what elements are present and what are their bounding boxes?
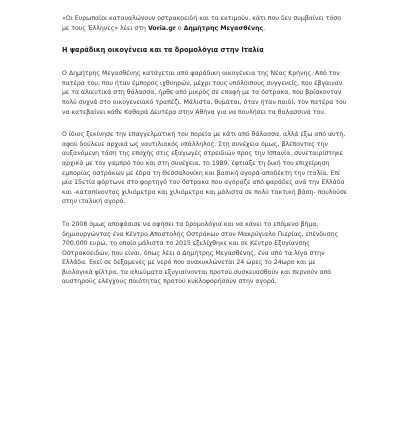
- person-name: Δημήτρης Μεγασθένης: [183, 24, 264, 32]
- intro-quote: [62, 0, 348, 33]
- section-heading: Η ψαράδικη οικογένεια και τα δρομολόγια στην Ιταλία: [62, 46, 264, 55]
- intro-quote-text: «Οι Ευρωπαίοι καταναλώνουν οστρακοειδή και τα εκτιμούν, κάτι που δεν συμβαίνει τόσο με τους Έλληνες» λέει στη: [62, 15, 342, 32]
- intro-end: .: [263, 24, 266, 32]
- paragraph-center: Το 2008 όμως αποφάσισε να αφήσει τα δρομολόγια και να κάνει το επόμενο βήμα, δημιουργώντας ένα Κέντρο Αποστολής Οστράκων στον Μακρύγιαλο Πιερίας, επένδυσης 700.000 ευρώ, το οποίο μάλιστα το 2015 εξελίχθηκε και σε Κέντρο Εξυγίανσης Οστρακοειδών, που είναι, όπως λέει ο Δημήτρης Μεγασθένης, ένα από τα λίγα στην Ελλάδα. Εκεί σε δεξαμενές με νερό που ανακυκλώνεται 24 ώρες το 24ωρο και με βιολογικά φίλτρα, τα αλιεύματα εξυγιαίνονται προτού συσκευασθούν και περνούν από αυστηρούς ελέγχους ποιότητας προτού κυκλοφορήσουν στην αγορά.: [62, 220, 339, 286]
- paragraph-career: Ο ίδιος ξεκίνησε την επαγγελματική του πορεία με κάτι από θάλασσα, αλλά έξω από αυτή, αφού δούλευε αρχικά ως ναυτιλιακός υπάλληλος. Στη συνέχεια όμως, βλέποντας την αυξανόμενη τάση της εποχής στις εξαγωγές στρειδιών προς την Ισπανία, συνεταιρίστηκε αρχικά με τον γαμπρό του και στη συνέχεια, το 1989, έφτιαξε τη δική του επιχείρηση εμπορίας οστράκων με έδρα τη Θεσσαλονίκη και βασική αγορά-αποδέκτη την Ιταλία. Επί μία 15ετία φόρτωνε στο φορτηγό του όστρακα που αγόραζε από ψαράδες ανά την Ελλάδα και -καταπίνοντας χιλιόμετρα και χιλιόμετρα και μάλιστα σε πολύ τακτική βάση- πουλούσε στην ιταλική αγορά.: [62, 131, 348, 206]
- source-name: Voria.gr: [147, 24, 176, 32]
- intro-connector: ο: [177, 24, 182, 32]
- paragraph-family: Ο Δημήτρης Μεγασθένης κατάγεται από ψαράδικη οικογένεια της Νέας Κρήνης. Από τον πατέρα του, που ήταν έμπορος ιχθυηρών, μέχρι τους υπόλοιπους συγγενείς, που έβγαιναν με τα αλιευτικά στη θάλασσα, ήρθε από μικρός σε επαφή με τα όστρακα, που βρίσκονταν πολύ συχνά στο οικογενειακό τραπέζι. Μάλιστα, θυμάται, όταν ήταν παιδί, τον πατέρα του να κατεβαίνει κάθε Καθαρά Δευτέρα στην Αθήνα για να πουλήσει τα θαλασσινά του.: [62, 70, 347, 116]
